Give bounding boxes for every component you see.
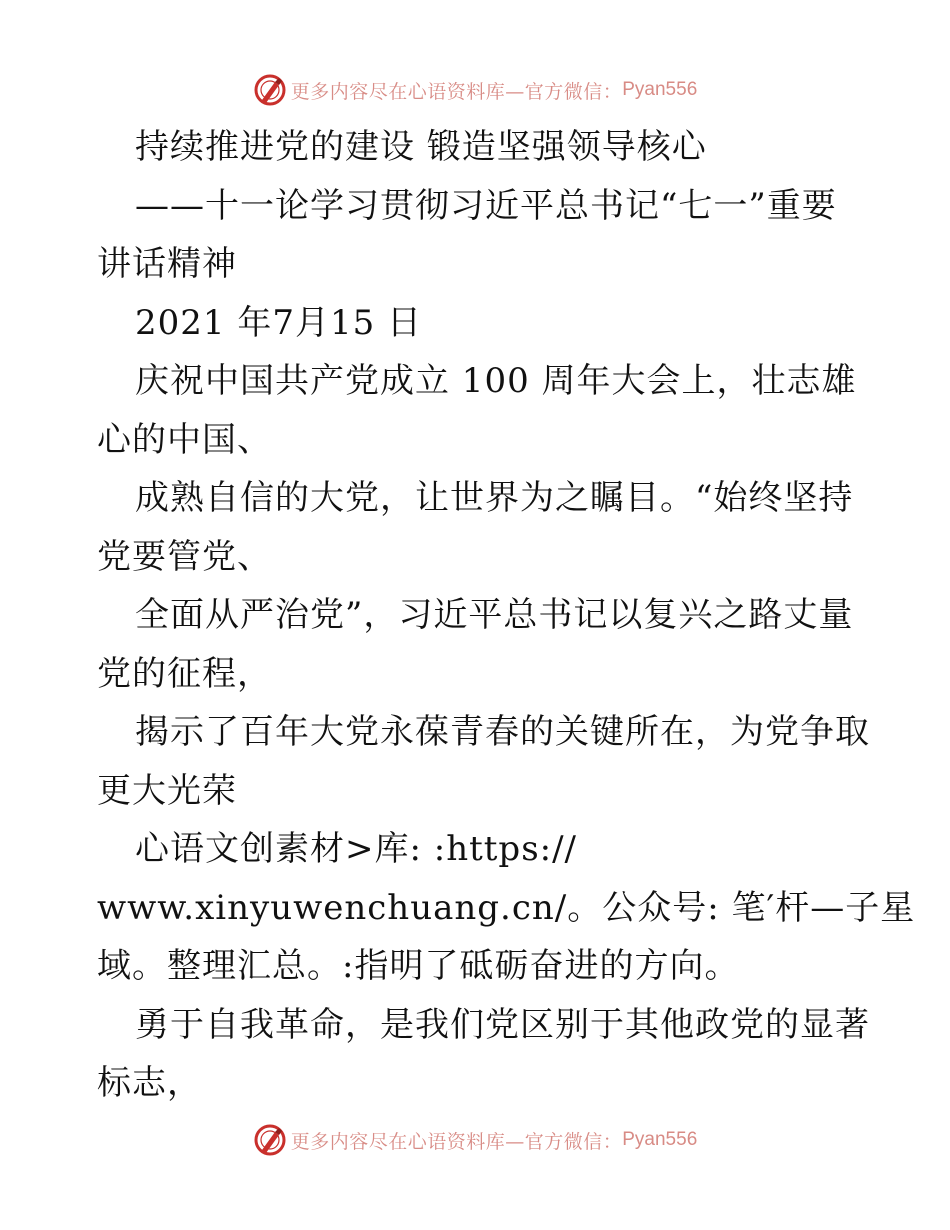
paragraph-line: 成熟自信的大党，让世界为之瞩目。“始终坚持 [135,478,854,518]
banner-text: 更多内容尽在心语资料库—官方微信： [290,1130,623,1153]
article-subtitle: ——十一论学习贯彻习近平总书记“七一”重要 [135,185,837,226]
paragraph-line: 党的征程， [97,653,272,694]
paragraph-line: 心语文创素材>库: :https:// [135,829,578,869]
paragraph-line: 域。整理汇总。:指明了砥砺奋进的方向。 [97,946,740,986]
paragraph-line: 揭示了百年大党永葆青春的关键所在，为党争取 [135,712,870,752]
paragraph-line: 标志， [97,1063,202,1103]
paragraph-line: 心的中国、 [97,419,272,460]
paragraph-line: 党要管党、 [97,536,272,577]
paragraph-line: 勇于自我革命，是我们党区别于其他政党的显著 [135,1004,870,1045]
article-title: 持续推进党的建设 锻造坚强领导核心 [135,127,707,167]
paragraph-line: 更大光荣 [97,770,237,811]
article-subtitle-cont: 讲话精神 [97,244,237,284]
paragraph-line: 全面从严治党”，习近平总书记以复兴之路丈量 [135,595,854,635]
footer-banner [0,1120,950,1160]
header-banner [0,70,950,110]
paragraph-line: 庆祝中国共产党成立 100 周年大会上，壮志雄 [135,361,857,401]
paragraph-line: www.xinyuwenchuang.cn/。公众号: 笔′杆—子星 [97,887,916,928]
banner-text: 更多内容尽在心语资料库—官方微信： [290,80,623,103]
banner-wechat-id: Pyan556 [622,1129,698,1150]
pen-nib-circle-icon [253,73,287,107]
banner-wechat-id: Pyan556 [622,79,698,100]
pen-nib-circle-icon [253,1123,287,1157]
article-date: 2021 年7月15 日 [135,302,423,343]
document-body [97,118,916,1113]
